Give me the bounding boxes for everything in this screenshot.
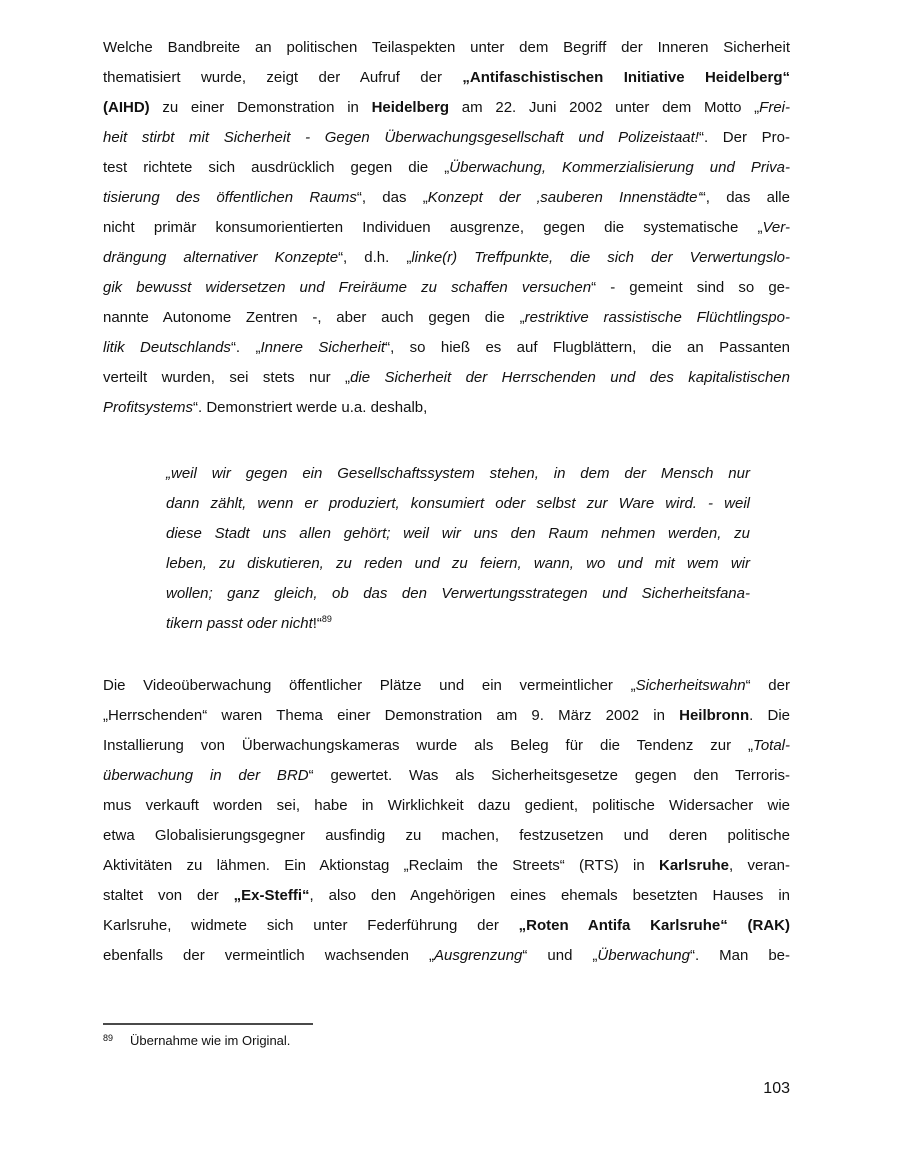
- text-line: tisierung des öffentlichen Raums“, das „Konzept der ‚sauberen Innenstädte‘“, das alle: [103, 189, 790, 206]
- text-line: drängung alternativer Konzepte“, d.h. „linke(r) Treffpunkte, die sich der Verwertungslo-: [103, 249, 790, 266]
- text-line: mus verkauft worden sei, habe in Wirklichkeit dazu gedient, politische Widersacher wie: [103, 797, 790, 814]
- body-paragraph: [103, 671, 790, 971]
- text-line: staltet von der „Ex-Steffi“, also den Angehörigen eines ehemals besetzten Hauses in: [103, 887, 791, 904]
- block-quote: [166, 459, 750, 639]
- text-line: Installierung von Überwachungskameras wurde als Beleg für die Tendenz zur „Total-: [103, 737, 790, 754]
- footnote: [103, 1031, 790, 1051]
- text-line: diese Stadt uns allen gehört; weil wir uns den Raum nehmen werden, zu: [166, 525, 750, 542]
- text-line: nicht primär konsumorientierten Individuen ausgrenze, gegen die systematische „Ver-: [103, 219, 790, 236]
- text-line: ebenfalls der vermeintlich wachsenden „Ausgrenzung“ und „Überwachung“. Man be-: [103, 947, 791, 964]
- text-line: thematisiert wurde, zeigt der Aufruf der „Antifaschistischen Initiative Heidelberg“: [103, 69, 790, 86]
- text-line: überwachung in der BRD“ gewertet. Was als Sicherheitsgesetze gegen den Terroris-: [103, 767, 790, 784]
- text-line: Die Videoüberwachung öffentlicher Plätze und ein vermeintlicher „Sicherheitswahn“ der: [103, 677, 790, 694]
- text-line: heit stirbt mit Sicherheit - Gegen Überwachungsgesellschaft und Polizeistaat!“. Der Pro-: [103, 129, 790, 146]
- body-paragraph: [103, 33, 790, 423]
- footnote-marker: 89: [103, 1033, 114, 1043]
- text-line: nannte Autonome Zentren -, aber auch gegen die „restriktive rassistische Flüchtlingspo-: [103, 309, 790, 326]
- text-line: „weil wir gegen ein Gesellschaftssystem stehen, in dem der Mensch nur: [166, 465, 750, 482]
- text-line: test richtete sich ausdrücklich gegen die „Überwachung, Kommerzialisierung und Priva-: [103, 159, 790, 176]
- text-line: verteilt wurden, sei stets nur „die Sicherheit der Herrschenden und des kapitalistischen: [103, 369, 790, 386]
- text-line: (AIHD) zu einer Demonstration in Heidelberg am 22. Juni 2002 unter dem Motto „Frei-: [103, 99, 790, 116]
- text-line: Karlsruhe, widmete sich unter Federführung der „Roten Antifa Karlsruhe“ (RAK): [103, 917, 790, 934]
- footnote-reference: 89: [321, 614, 332, 624]
- footnote-divider: [103, 1023, 313, 1025]
- text-line: gik bewusst widersetzen und Freiräume zu schaffen versuchen“ - gemeint sind so ge-: [103, 279, 790, 296]
- text-line: Aktivitäten zu lähmen. Ein Aktionstag „Reclaim the Streets“ (RTS) in Karlsruhe, veran-: [103, 857, 790, 874]
- text-line: etwa Globalisierungsgegner ausfindig zu machen, festzusetzen und deren politische: [103, 827, 790, 844]
- footnote-text: Übernahme wie im Original.: [130, 1033, 291, 1048]
- page-number: 103: [763, 1080, 790, 1097]
- text-line: Profitsystems“. Demonstriert werde u.a. deshalb,: [103, 399, 428, 416]
- text-line: dann zählt, wenn er produziert, konsumiert oder selbst zur Ware wird. - weil: [166, 495, 750, 512]
- text-line: tikern passt oder nicht!“$^{89}$: [166, 614, 332, 632]
- text-line: wollen; ganz gleich, ob das den Verwertungsstrategen und Sicherheitsfana-: [166, 585, 750, 602]
- text-line: litik Deutschlands“. „Innere Sicherheit“, so hieß es auf Flugblättern, die an Passanten: [103, 339, 791, 356]
- text-line: „Herrschenden“ waren Thema einer Demonstration am 9. März 2002 in Heilbronn. Die: [103, 707, 791, 724]
- page-body-text: [103, 33, 790, 971]
- footnote-area: [103, 1023, 790, 1051]
- text-line: leben, zu diskutieren, zu reden und zu feiern, wann, wo und mit wem wir: [166, 555, 750, 572]
- text-line: Welche Bandbreite an politischen Teilaspekten unter dem Begriff der Inneren Sicherheit: [103, 39, 790, 56]
